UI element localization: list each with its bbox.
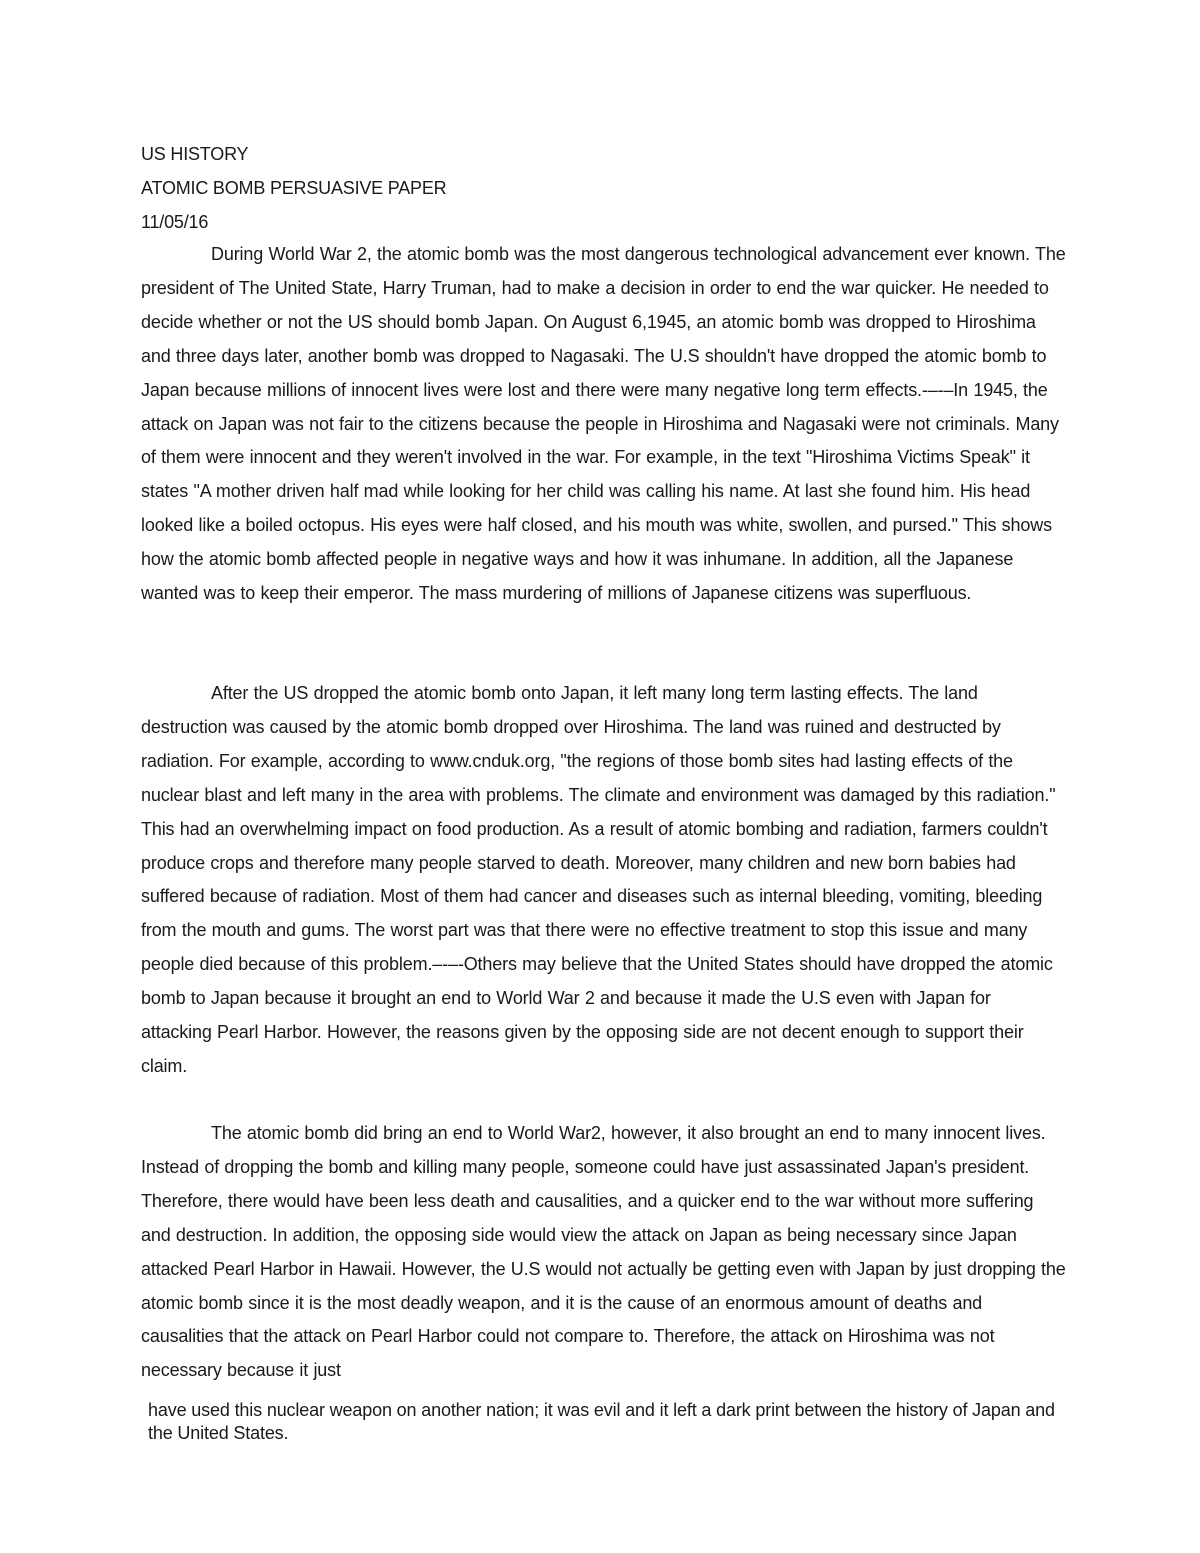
paragraph-3: The atomic bomb did bring an end to World War2, however, it also brought an end to many innocent lives. Instead of dropping the bomb and killing many people, someone could have just assassinated Japan's president. Therefore, there would have been less death and causalities, and a quicker end to the war without more suffering and destruction. In addition, the opposing side would view the attack on Japan as being necessary since Japan attacked Pearl Harbor in Hawaii. However, the U.S would not actually be getting even with Japan by just dropping the atomic bomb since it is the most deadly weapon, and it is the cause of an enormous amount of deaths and causalities that the attack on Pearl Harbor could not compare to. Therefore, the attack on Hiroshima was not necessary because it just — [141, 1123, 1066, 1381]
course-name: US HISTORY — [141, 144, 249, 164]
paper-title: ATOMIC BOMB PERSUASIVE PAPER — [141, 178, 447, 198]
paragraph-1: During World War 2, the atomic bomb was the most dangerous technological advancement ever known. The president of The United State, Harry Truman, had to make a decision in order to end the war quicker. He needed to decide whether or not the US should bomb Japan. On August 6,1945, an atomic bomb was dropped to Hiroshima and three days later, another bomb was dropped to Nagasaki. The U.S shouldn't have dropped the atomic bomb to Japan because millions of innocent lives were lost and there were many negative long term effects.-–-–In 1945, the attack on Japan was not fair to the citizens because the people in Hiroshima and Nagasaki were not criminals. Many of them were innocent and they weren't involved in the war. For example, in the text "Hiroshima Victims Speak" it states "A mother driven half mad while looking for her child was calling his name. At last she found him. His head looked like a boiled octopus. His eyes were half closed, and his mouth was white, swollen, and pursed." This shows how the atomic bomb affected people in negative ways and how it was inhumane. In addition, all the Japanese wanted was to keep their emperor. The mass murdering of millions of Japanese citizens was superfluous. — [141, 244, 1066, 604]
paper-date: 11/05/16 — [141, 212, 209, 232]
closing-text: have used this nuclear weapon on another nation; it was evil and it left a dark print between the history of Japan and the United States. — [148, 1400, 1055, 1443]
paragraph-2: After the US dropped the atomic bomb onto Japan, it left many long term lasting effects. The land destruction was caused by the atomic bomb dropped over Hiroshima. The land was ruined and destructed by radiation. For example, according to www.cnduk.org, "the regions of those bomb sites had lasting effects of the nuclear blast and left many in the area with problems. The climate and environment was damaged by this radiation." This had an overwhelming impact on food production. As a result of atomic bombing and radiation, farmers couldn't produce crops and therefore many people starved to death. Moreover, many children and new born babies had suffered because of radiation. Most of them had cancer and diseases such as internal bleeding, vomiting, bleeding from the mouth and gums. The worst part was that there were no effective treatment to stop this issue and many people died because of this problem.–-–-Others may believe that the United States should have dropped the atomic bomb to Japan because it brought an end to World War 2 and because it made the U.S even with Japan for attacking Pearl Harbor. However, the reasons given by the opposing side are not decent enough to support their claim. — [141, 683, 1056, 1076]
